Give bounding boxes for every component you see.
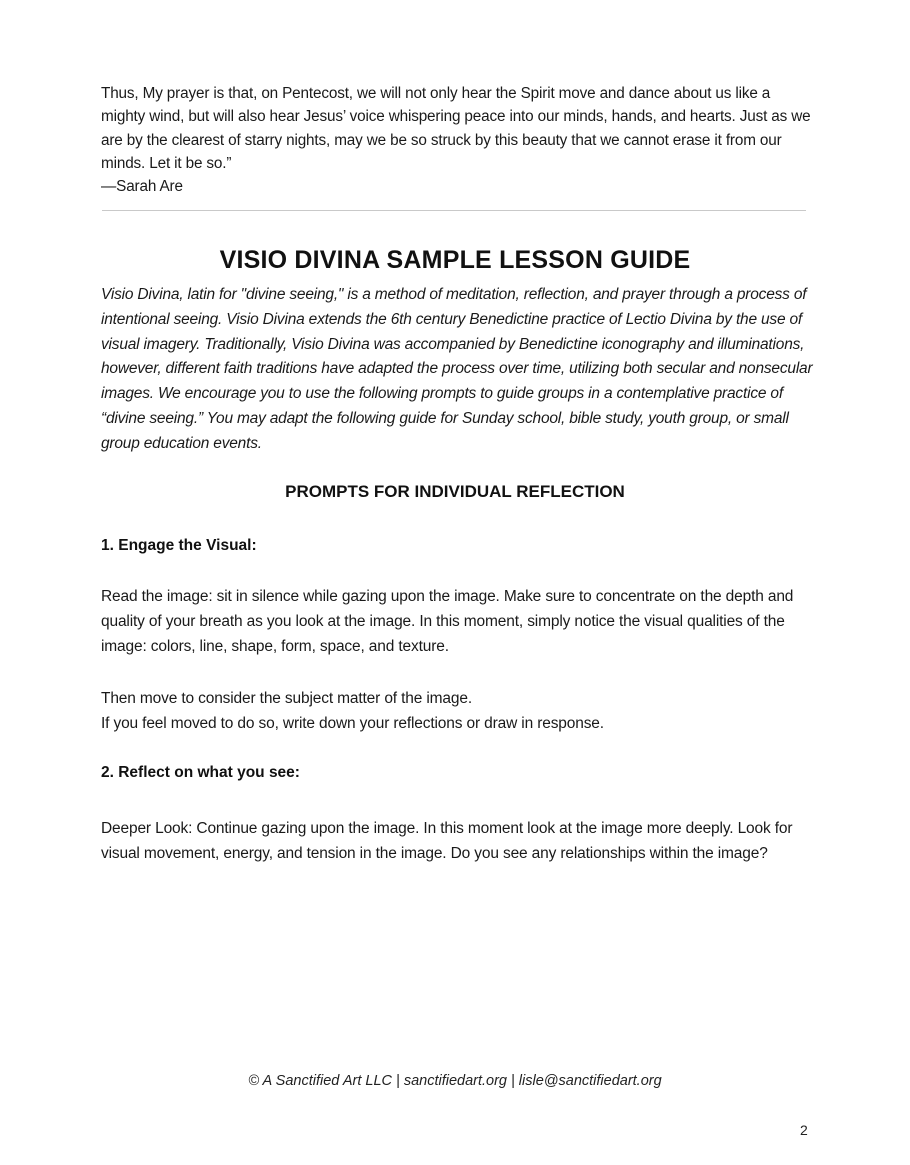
footer-credits: © A Sanctified Art LLC | sanctifiedart.org | lisle@sanctifiedart.org [248,1073,662,1089]
quote-block [101,82,813,198]
prompts-heading: PROMPTS FOR INDIVIDUAL REFLECTION [285,482,625,501]
page-title: VISIO DIVINA SAMPLE LESSON GUIDE [219,246,691,274]
step-1-paragraph: Read the image: sit in silence while gazing upon the image. Make sure to concentrate on the depth and quality of your breath as you look at the image. In this moment, simply notice the visual qualities of the image: colors, line, shape, form, space, and texture. [101,588,794,655]
step-1-heading: 1. Engage the Visual: [101,537,257,554]
section-divider [102,210,806,211]
page-number: 2 [800,1122,808,1138]
step-1-followup [101,686,813,736]
quote-text: Thus, My prayer is that, on Pentecost, we will not only hear the Spirit move and dance about us like a mighty wind, but will also hear Jesus’ voice whispering peace into our minds, hands, and hearts. Just as we are by the clearest of starry nights, may we be so struck by this beauty that we cannot erase it from our minds. Let it be so.” [101,85,811,172]
step-1-followup-line-2: If you feel moved to do so, write down your reflections or draw in response. [101,715,604,732]
quote-attribution: —Sarah Are [101,178,183,196]
step-1-followup-line-1: Then move to consider the subject matter of the image. [101,690,472,707]
step-2-paragraph: Deeper Look: Continue gazing upon the image. In this moment look at the image more deeply. Look for visual movement, energy, and tension in the image. Do you see any relationships within the image? [101,820,793,862]
step-2-heading: 2. Reflect on what you see: [101,764,300,781]
intro-paragraph: Visio Divina, latin for "divine seeing," is a method of meditation, reflection, and prayer through a process of intentional seeing. Visio Divina extends the 6th century Benedictine practice of Lectio Divina by the use of visual imagery. Traditionally, Visio Divina was accompanied by Benedictine iconography and illuminations, however, different faith traditions have adapted the process over time, utilizing both secular and nonsecular images. We encourage you to use the following prompts to guide groups in a contemplative practice of “divine seeing.” You may adapt the following guide for Sunday school, bible study, youth group, or small group education events. [101,286,813,452]
